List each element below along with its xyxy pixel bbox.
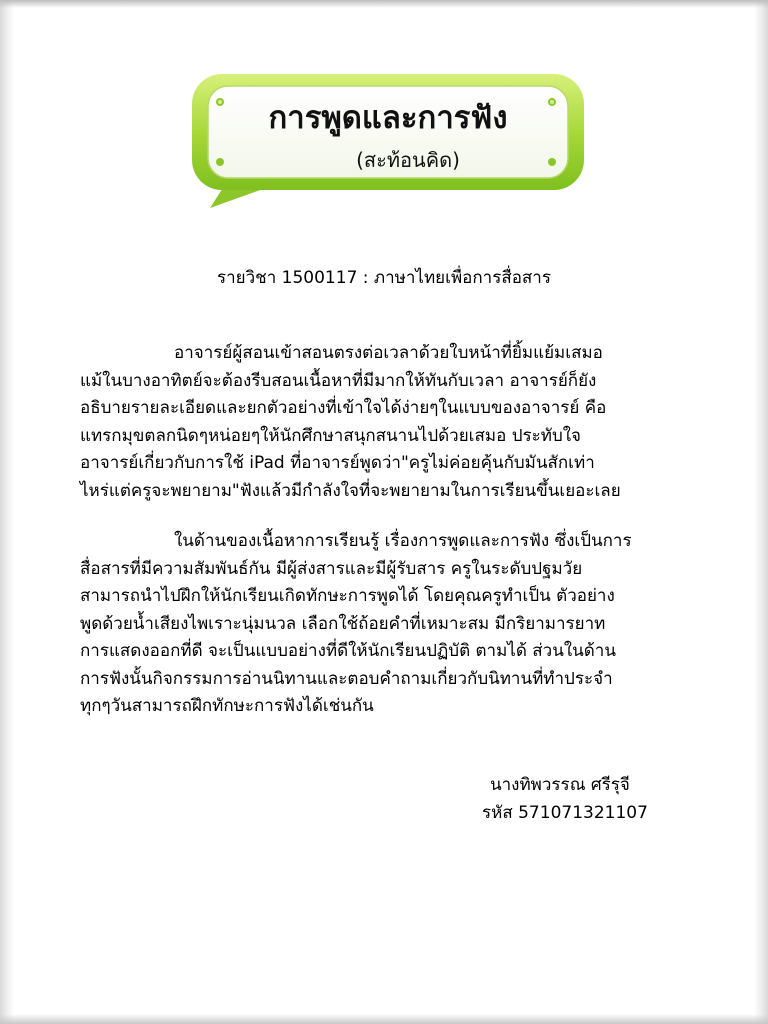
document-title: การพูดและการฟัง — [268, 100, 508, 136]
paragraph-line: ในด้านของเนื้อหาการเรียนรู้ เรื่องการพูดและการฟัง ซึ่งเป็นการ — [174, 531, 632, 551]
course-name: รายวิชา 1500117 : ภาษาไทยเพื่อการสื่อสาร — [217, 268, 551, 288]
paragraph-line: ทุกๆวันสามารถฝึกทักษะการฟังได้เช่นกัน — [80, 696, 374, 716]
paragraph-reflection-content — [80, 528, 696, 721]
paragraph-line: แทรกมุขตลกนิดๆหน่อยๆให้นักศึกษาสนุกสนานไปด้วยเสมอ ประทับใจ — [80, 425, 582, 446]
student-id: รหัส 571071321107 — [482, 803, 648, 823]
paragraph-reflection-teacher — [80, 340, 696, 505]
paragraph-line: แม้ในบางอาทิตย์จะต้องรีบสอนเนื้อหาที่มีมากให้ทันกับเวลา อาจารย์ก็ยัง — [80, 370, 597, 391]
paragraph-line: อาจารย์ผู้สอนเข้าสอนตรงต่อเวลาด้วยใบหน้าที่ยิ้มแย้มเสมอ — [174, 343, 603, 363]
author-name: นางทิพวรรณ ศรีรุจี — [490, 775, 630, 795]
page-top-shadow — [0, 0, 768, 8]
document-subtitle: (สะท้อนคิด) — [356, 148, 460, 172]
paragraph-line: ไหร่แต่ครูจะพยายาม"ฟังแล้วมีกำลังใจที่จะพยายามในการเรียนขึ้นเยอะเลย — [80, 480, 621, 501]
paragraph-line: อธิบายรายละเอียดและยกตัวอย่างที่เข้าใจได้ง่ายๆในแบบของอาจารย์ คือ — [80, 398, 607, 418]
signature-block — [482, 771, 702, 827]
page-bottom-shadow — [0, 1014, 768, 1024]
paragraph-line: พูดด้วยน้ำเสียงไพเราะนุ่มนวล เลือกใช้ถ้อยคำที่เหมาะสม มีกริยามารยาท — [80, 613, 606, 634]
paragraph-line: การแสดงออกที่ดี จะเป็นแบบอย่างที่ดีให้นักเรียนปฏิบัติ ตามได้ ส่วนในด้าน — [80, 641, 616, 661]
title-speech-bubble — [188, 70, 588, 210]
paragraph-line: สามารถนำไปฝึกให้นักเรียนเกิดทักษะการพูดได้ โดยคุณครูทำเป็น ตัวอย่าง — [80, 586, 615, 606]
paragraph-line: สื่อสารที่มีความสัมพันธ์กัน มีผู้ส่งสารและมีผู้รับสาร ครูในระดับปฐมวัย — [80, 558, 583, 579]
paragraph-line: การฟังนั้นกิจกรรมการอ่านนิทานและตอบคำถามเกี่ยวกับนิทานที่ทำประจำ — [80, 668, 613, 689]
paragraph-line: อาจารย์เกี่ยวกับการใช้ iPad ที่อาจารย์พูดว่า"ครูไม่ค่อยคุ้นกับมันสักเท่า — [80, 453, 595, 473]
